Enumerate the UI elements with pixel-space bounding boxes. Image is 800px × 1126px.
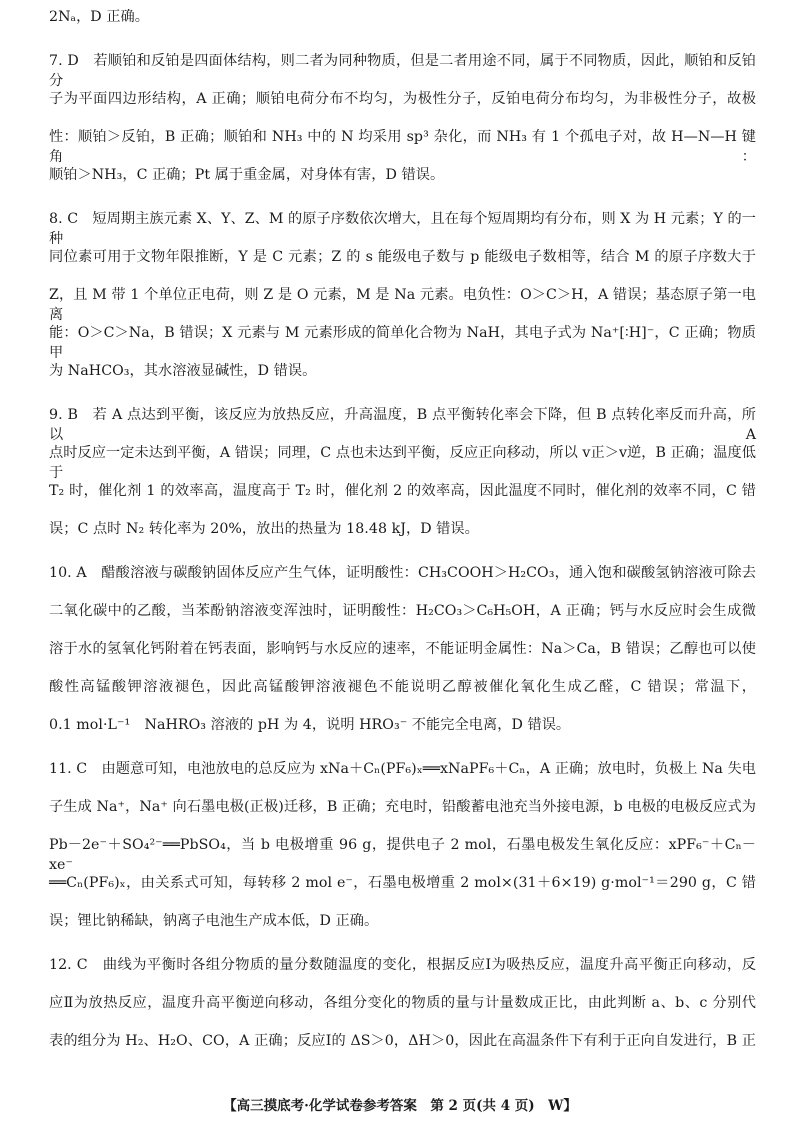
answer-8-line: 8. C 短周期主族元素 X、Y、Z、M 的原子序数依次增大，且在每个短周期均有分布，则 X 为 H 元素；Y 的一种 — [49, 211, 756, 247]
text-line: 点时反应一定未达到平衡，A 错误；同理，C 点也未达到平衡，反应正向移动，所以 v正＞v逆，B 正确；温度低于 — [49, 445, 756, 481]
text-line: 性：顺铂＞反铂，B 正确；顺铂和 NH₃ 中的 N 均采用 sp³ 杂化，而 NH₃ 有 1 个孤电子对，故 H—N—H 键角： — [49, 129, 756, 165]
text-line: 能：O＞C＞Na，B 错误；X 元素与 M 元素形成的简单化合物为 NaH，其电子式为 Na⁺[∶H]⁻，C 正确；物质甲 — [49, 325, 756, 361]
answer-10-line: 10. A 醋酸溶液与碳酸钠固体反应产生气体，证明酸性：CH₃COOH＞H₂CO₃，通入饱和碳酸氢钠溶液可除去 — [49, 565, 756, 581]
text-line: 应Ⅱ为放热反应，温度升高平衡逆向移动，各组分变化的物质的量与计量数成正比，由此判断 a、b、c 分别代 — [49, 995, 756, 1011]
text-line: 为 NaHCO₃，其水溶液显碱性，D 错误。 — [49, 363, 317, 379]
text-line: 顺铂＞NH₃，C 正确；Pt 属于重金属，对身体有害，D 错误。 — [49, 167, 445, 183]
text-line: 0.1 mol·L⁻¹ NaHRO₃ 溶液的 pH 为 4，说明 HRO₃⁻ 不能完全电离，D 错误。 — [49, 717, 571, 733]
page-footer: 【高三摸底考·化学试卷参考答案 第 2 页(共 4 页) W】 — [223, 1098, 577, 1114]
text-line: T₂ 时，催化剂 1 的效率高，温度高于 T₂ 时，催化剂 2 的效率高，因此温度不同时，催化剂的效率不同，C 错 — [49, 483, 756, 499]
text-line: 表的组分为 H₂、H₂O、CO，A 正确；反应Ⅰ的 ΔS＞0，ΔH＞0，因此在高温条件下有利于正向自发进行，B 正 — [49, 1033, 756, 1049]
text-line: 溶于水的氢氧化钙附着在钙表面，影响钙与水反应的速率，不能证明金属性：Na＞Ca，B 错误；乙醇也可以使 — [49, 641, 756, 657]
text-line: ══Cₙ(PF₆)ₓ，由关系式可知，每转移 2 mol e⁻，石墨电极增重 2 mol×(31＋6×19) g·mol⁻¹＝290 g，C 错 — [49, 875, 756, 891]
text-line: 二氧化碳中的乙酸，当苯酚钠溶液变浑浊时，证明酸性：H₂CO₃＞C₆H₅OH，A 正确；钙与水反应时会生成微 — [49, 603, 756, 619]
text-line: 2Nₐ，D 正确。 — [49, 9, 149, 25]
answer-11-line: 11. C 由题意可知，电池放电的总反应为 xNa＋Cₙ(PF₆)ₓ══xNaPF₆＋Cₙ，A 正确；放电时，负极上 Na 失电 — [49, 761, 756, 777]
text-line: 误；锂比钠稀缺，钠离子电池生产成本低，D 正确。 — [49, 913, 379, 929]
text-line: 子为平面四边形结构，A 正确；顺铂电荷分布不均匀，为极性分子，反铂电荷分布均匀，为非极性分子，故极 — [49, 91, 756, 107]
answer-9-line: 9. B 若 A 点达到平衡，该反应为放热反应，升高温度，B 点平衡转化率会下降，但 B 点转化率反而升高，所以 A — [49, 407, 756, 443]
text-line: Pb－2e⁻＋SO₄²⁻══PbSO₄，当 b 电极增重 96 g，提供电子 2 mol，石墨电极发生氧化反应：xPF₆⁻＋Cₙ－xe⁻ — [49, 837, 756, 873]
answer-7-line: 7. D 若顺铂和反铂是四面体结构，则二者为同种物质，但是二者用途不同，属于不同物质，因此，顺铂和反铂分 — [49, 53, 756, 89]
text-line: 同位素可用于文物年限推断，Y 是 C 元素；Z 的 s 能级电子数与 p 能级电子数相等，结合 M 的原子序数大于 — [49, 249, 756, 265]
text-line: Z，且 M 带 1 个单位正电荷，则 Z 是 O 元素，M 是 Na 元素。电负性：O＞C＞H，A 错误；基态原子第一电离 — [49, 287, 756, 323]
text-line: 酸性高锰酸钾溶液褪色，因此高锰酸钾溶液褪色不能说明乙醇被催化氧化生成乙醛，C 错误；常温下， — [49, 679, 756, 695]
text-line: 误；C 点时 N₂ 转化率为 20%，放出的热量为 18.48 kJ，D 错误。 — [49, 521, 479, 537]
answer-12-line: 12. C 曲线为平衡时各组分物质的量分数随温度的变化，根据反应Ⅰ为吸热反应，温度升高平衡正向移动，反 — [49, 957, 756, 973]
text-line: 子生成 Na⁺，Na⁺ 向石墨电极(正极)迁移，B 正确；充电时，铅酸蓄电池充当外接电源，b 电极的电极反应式为 — [49, 799, 756, 815]
